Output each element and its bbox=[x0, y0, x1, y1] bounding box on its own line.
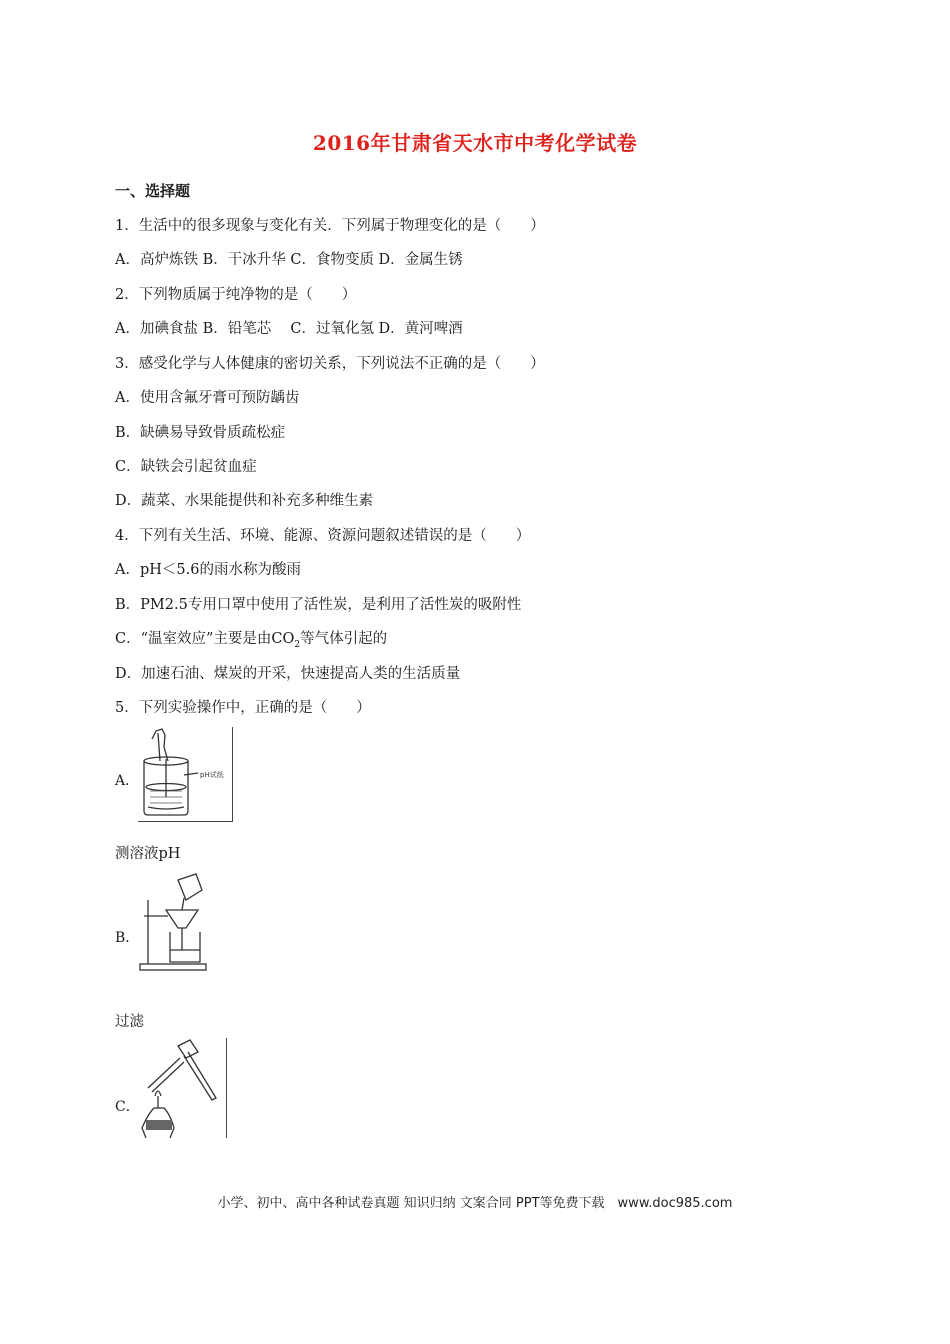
question-3-option-a: A．使用含氟牙膏可预防龋齿 bbox=[115, 390, 300, 406]
question-5-option-a-caption: 测溶液pH bbox=[115, 846, 181, 862]
ph-paper-label: pH试纸 bbox=[200, 771, 224, 779]
question-1-stem: 1．生活中的很多现象与变化有关．下列属于物理变化的是（ ） bbox=[115, 218, 545, 234]
page-title: 2016年甘肃省天水市中考化学试卷 bbox=[312, 131, 638, 155]
section-heading: 一、选择题 bbox=[115, 182, 191, 200]
heating-figure bbox=[138, 1038, 227, 1138]
question-3-stem: 3．感受化学与人体健康的密切关系，下列说法不正确的是（ ） bbox=[115, 356, 545, 372]
question-3-option-c: C．缺铁会引起贫血症 bbox=[115, 459, 257, 475]
page-footer: 小学、初中、高中各种试卷真题 知识归纳 文案合同 PPT等免费下载 www.doc985.com bbox=[217, 1196, 733, 1211]
question-4-stem: 4．下列有关生活、环境、能源、资源问题叙述错误的是（ ） bbox=[115, 528, 531, 544]
question-1-options: A．高炉炼铁 B．干冰升华 C．食物变质 D．金属生锈 bbox=[115, 252, 463, 268]
question-5-option-c-label: C． bbox=[115, 1099, 140, 1115]
question-3-option-b: B．缺碘易导致骨质疏松症 bbox=[115, 425, 286, 441]
question-4-option-b: B．PM2.5专用口罩中使用了活性炭，是利用了活性炭的吸附性 bbox=[115, 597, 522, 613]
co2-subscript: 2 bbox=[294, 639, 301, 650]
question-4-option-c bbox=[115, 627, 387, 650]
ph-test-figure bbox=[138, 727, 233, 822]
question-5-option-a-label: A． bbox=[115, 773, 140, 789]
question-4-option-d: D．加速石油、煤炭的开采，快速提高人类的生活质量 bbox=[115, 666, 461, 682]
question-5-option-b-caption: 过滤 bbox=[115, 1014, 144, 1030]
question-3-option-d: D．蔬菜、水果能提供和补充多种维生素 bbox=[115, 493, 374, 509]
question-4-option-a: A．pH＜5.6的雨水称为酸雨 bbox=[115, 562, 301, 578]
question-2-options: A．加碘食盐 B．铅笔芯 C．过氧化氢 D．黄河啤酒 bbox=[115, 321, 463, 337]
option-c-suffix: 等气体引起的 bbox=[300, 631, 388, 647]
question-2-stem: 2．下列物质属于纯净物的是（ ） bbox=[115, 287, 357, 303]
question-5-stem: 5．下列实验操作中，正确的是（ ） bbox=[115, 700, 371, 716]
option-c-prefix: C．“温室效应”主要是由CO bbox=[115, 631, 295, 647]
filtration-figure bbox=[138, 870, 208, 972]
question-5-option-b-label: B． bbox=[115, 930, 140, 946]
